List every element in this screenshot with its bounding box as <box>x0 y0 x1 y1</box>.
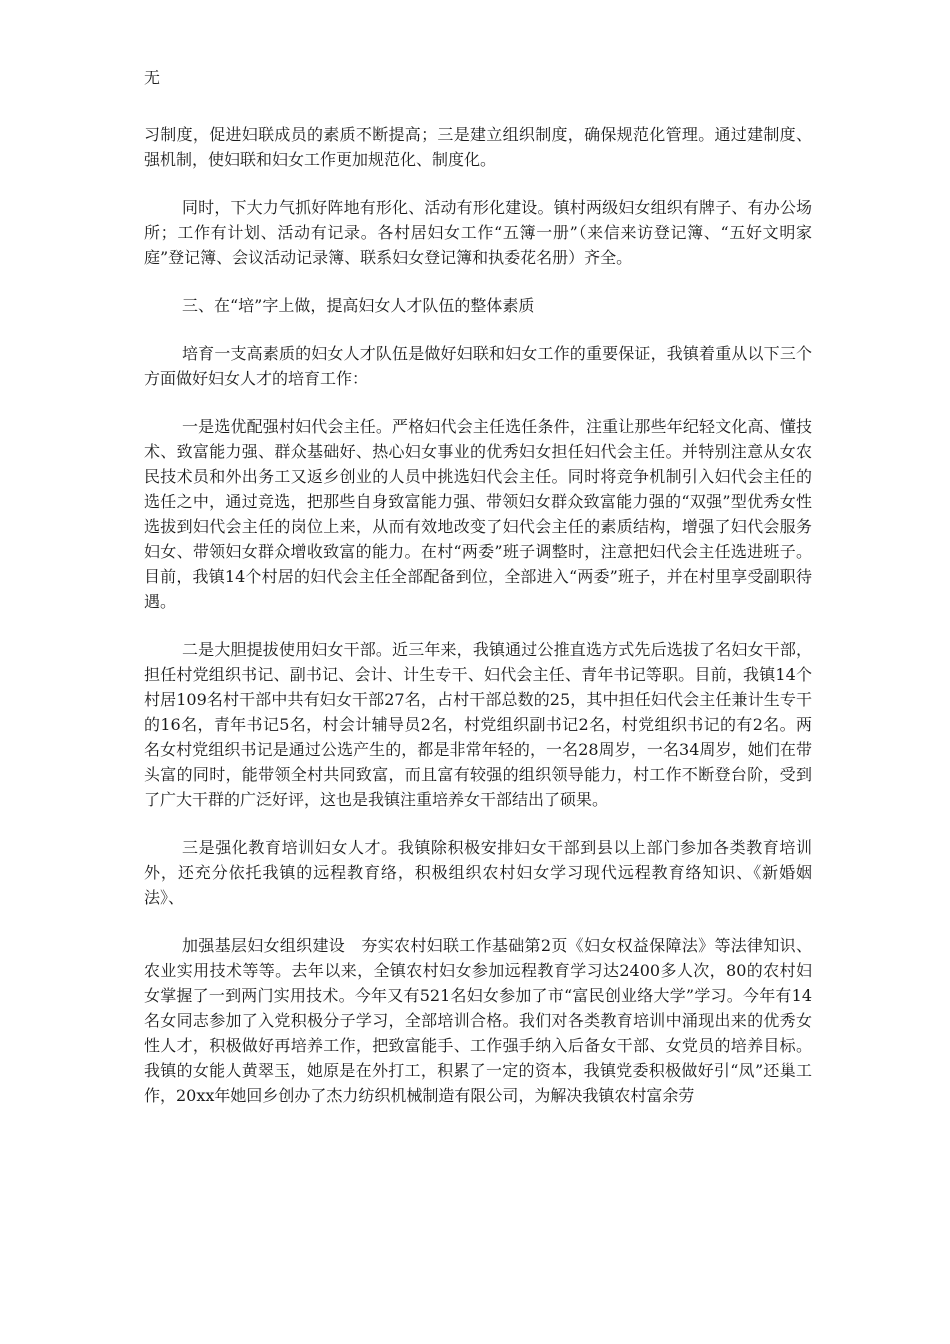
paragraph: 一是选优配强村妇代会主任。严格妇代会主任选任条件，注重让那些年纪轻文化高、懂技术、致富能力强、群众基础好、热心妇女事业的优秀妇女担任妇代会主任。并特别注意从女农民技术员和外出务工又返乡创业的人员中挑选妇代会主任。同时将竞争机制引入妇代会主任的选任之中，通过竞选，把那些自身致富能力强、带领妇女群众致富能力强的“双强”型优秀女性选拔到妇代会主任的岗位上来，从而有效地改变了妇代会主任的素质结构，增强了妇代会服务妇女、带领妇女群众增收致富的能力。在村“两委”班子调整时，注意把妇代会主任选进班子。目前，我镇14个村居的妇代会主任全部配备到位，全部进入“两委”班子，并在村里享受副职待遇。 <box>144 417 812 611</box>
paragraph: 习制度，促进妇联成员的素质不断提高；三是建立组织制度，确保规范化管理。通过建制度、强机制，使妇联和妇女工作更加规范化、制度化。 <box>144 125 812 169</box>
document-body <box>144 122 812 1131</box>
paragraph: 二是大胆提拔使用妇女干部。近三年来，我镇通过公推直选方式先后选拔了名妇女干部，担任村党组织书记、副书记、会计、计生专干、妇代会主任、青年书记等职。目前，我镇14个村居109名村干部中共有妇女干部27名，占村干部总数的25，其中担任妇代会主任兼计生专干的16名，青年书记5名，村会计辅导员2名，村党组织副书记2名，村党组织书记的有2名。两名女村党组织书记是通过公选产生的，都是非常年轻的，一名28周岁，一名34周岁，她们在带头富的同时，能带领全村共同致富，而且富有较强的组织领导能力，村工作不断登台阶，受到了广大干群的广泛好评，这也是我镇注重培养女干部结出了硕果。 <box>144 640 812 809</box>
page-header: 无 <box>144 68 161 87</box>
section-heading: 三、在“培”字上做，提高妇女人才队伍的整体素质 <box>182 296 535 315</box>
paragraph: 培育一支高素质的妇女人才队伍是做好妇联和妇女工作的重要保证，我镇着重从以下三个方面做好妇女人才的培育工作： <box>144 344 812 388</box>
paragraph: 同时，下大力气抓好阵地有形化、活动有形化建设。镇村两级妇女组织有牌子、有办公场所；工作有计划、活动有记录。各村居妇女工作“五簿一册”（来信来访登记簿、“五好文明家庭”登记簿、会议活动记录簿、联系妇女登记簿和执委花名册）齐全。 <box>144 198 812 267</box>
paragraph: 三是强化教育培训妇女人才。我镇除积极安排妇女干部到县以上部门参加各类教育培训外，还充分依托我镇的远程教育络，积极组织农村妇女学习现代远程教育络知识、《新婚姻法》、 <box>144 838 812 907</box>
paragraph: 加强基层妇女组织建设 夯实农村妇联工作基础第2页《妇女权益保障法》等法律知识、农业实用技术等等。去年以来，全镇农村妇女参加远程教育学习达2400多人次，80的农村妇女掌握了一到两门实用技术。今年又有521名妇女参加了市“富民创业络大学”学习。今年有14名女同志参加了入党积极分子学习，全部培训合格。我们对各类教育培训中涌现出来的优秀女性人才，积极做好再培养工作，把致富能手、工作强手纳入后备女干部、女党员的培养目标。我镇的女能人黄翠玉，她原是在外打工，积累了一定的资本，我镇党委积极做好引“凤”还巢工作，20xx年她回乡创办了杰力纺织机械制造有限公司，为解决我镇农村富余劳 <box>144 936 812 1105</box>
